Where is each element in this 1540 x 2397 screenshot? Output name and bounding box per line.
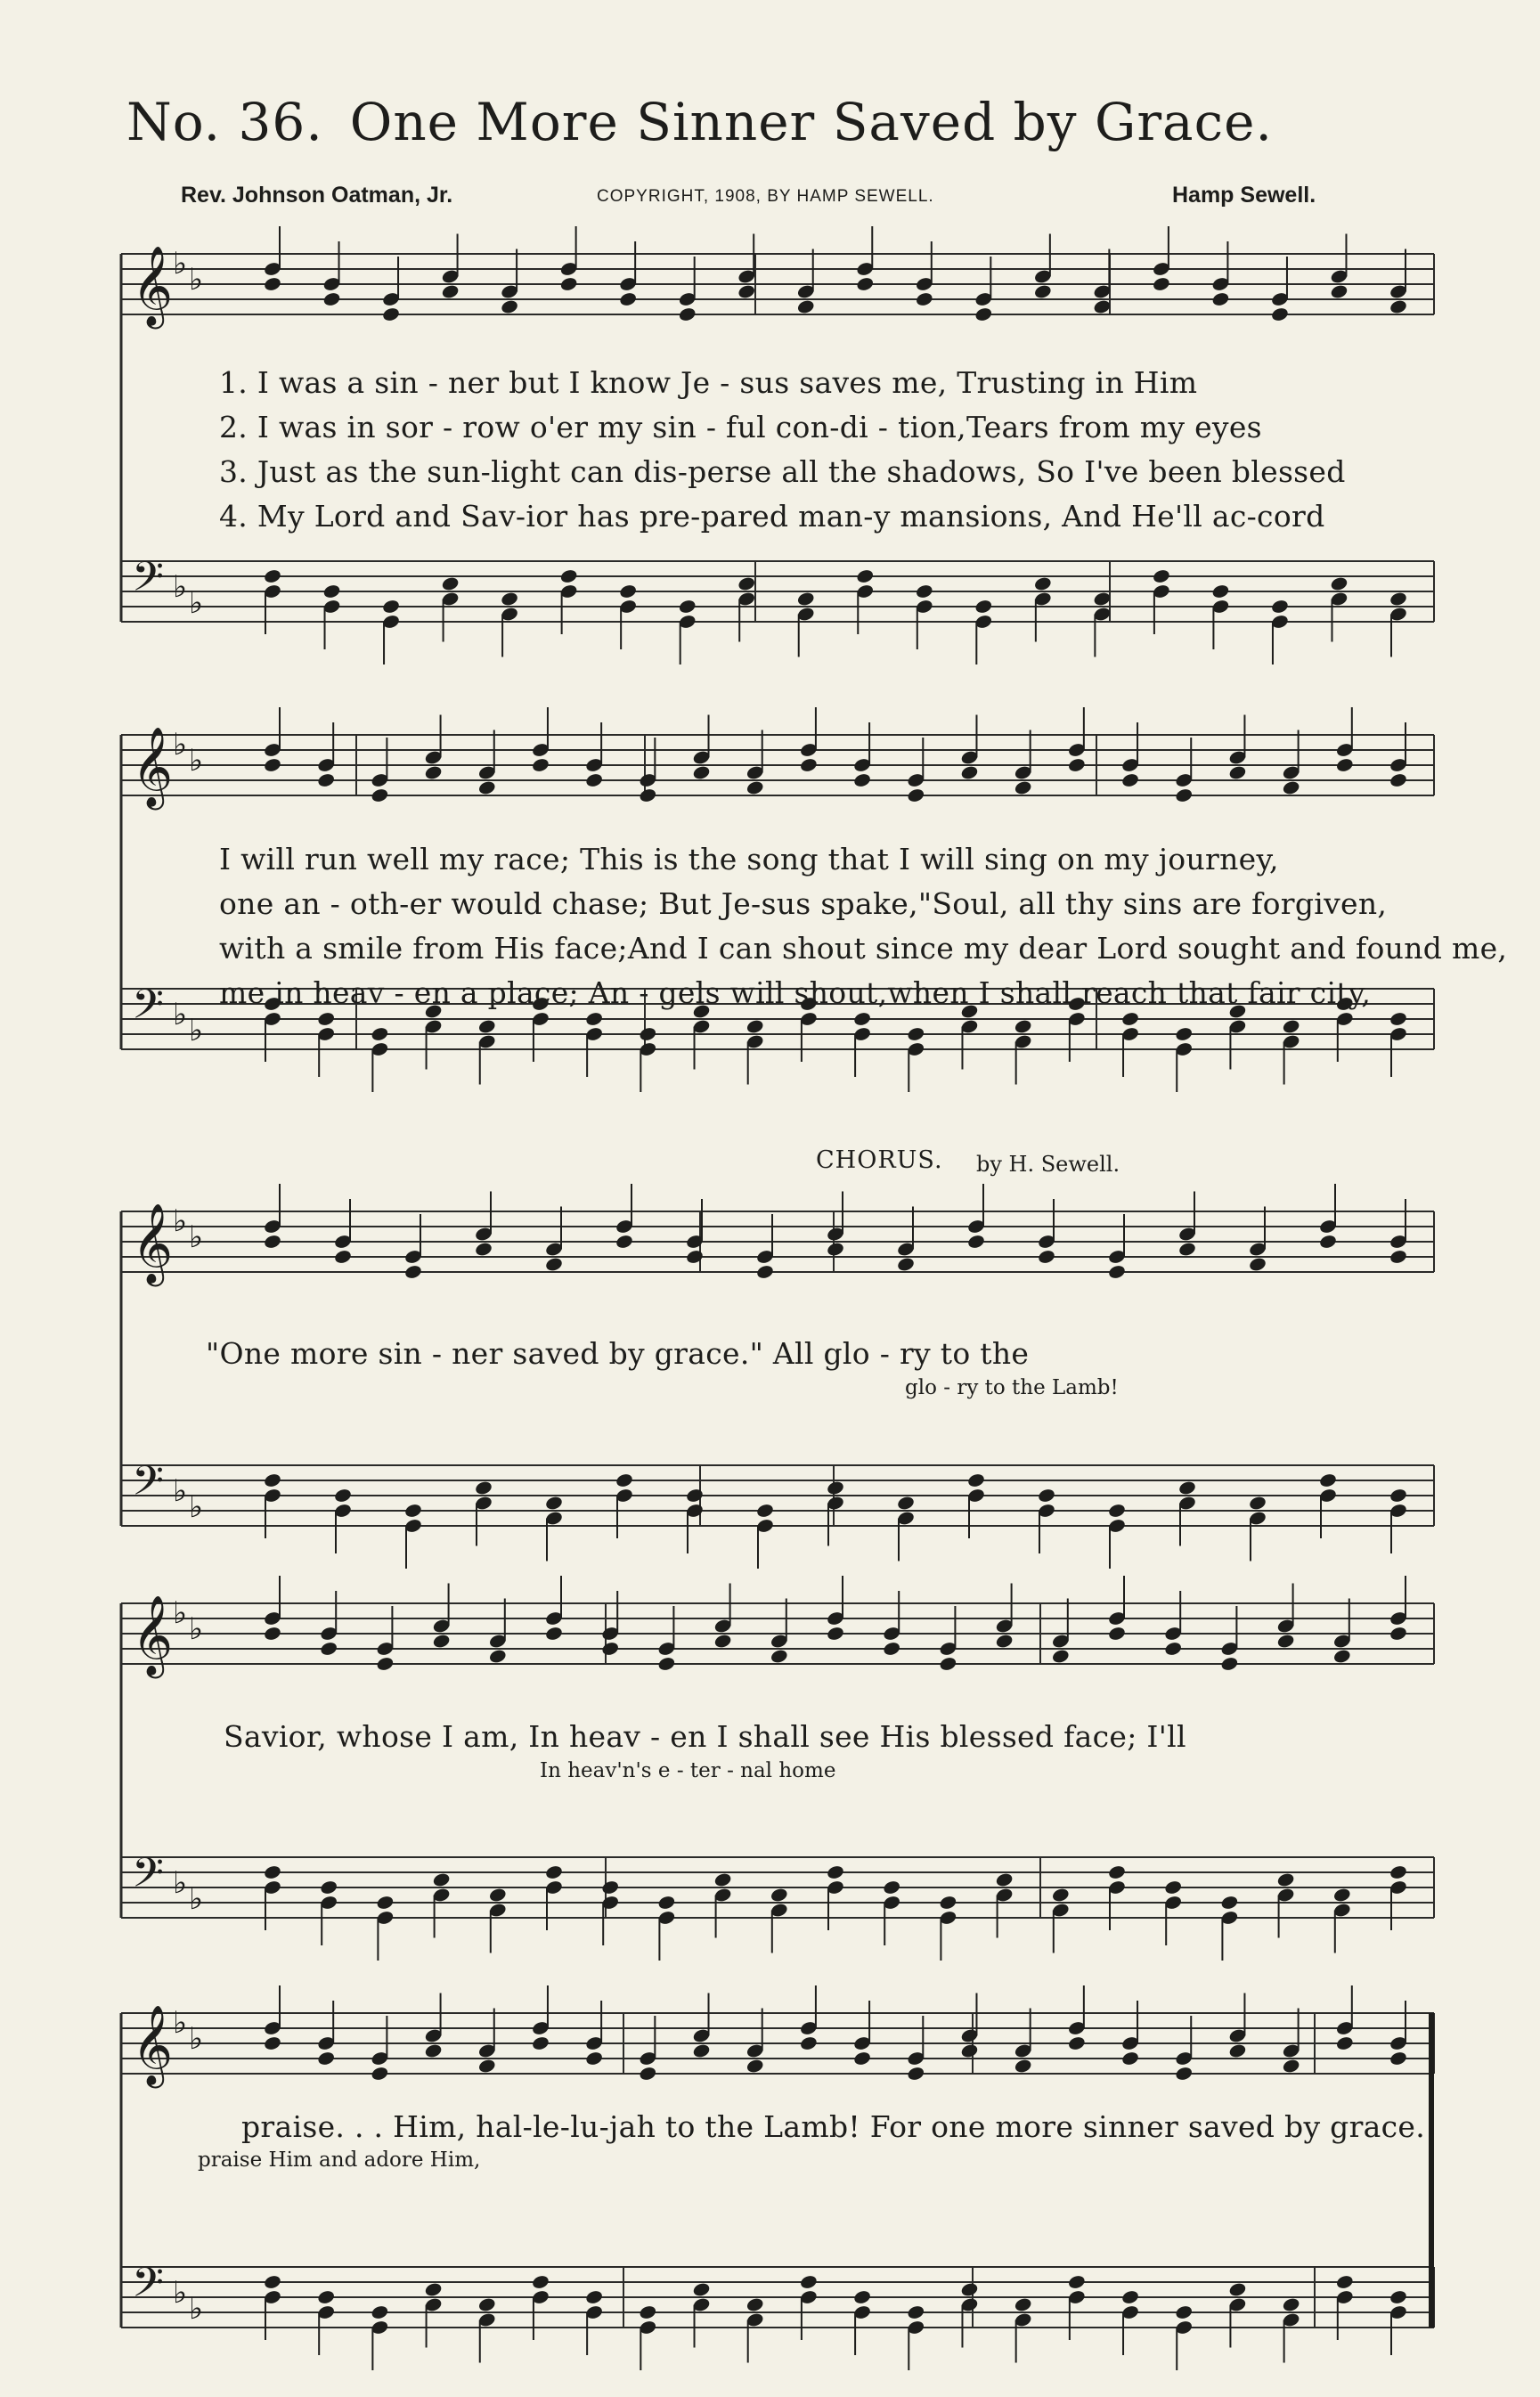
hymn-number: No. 36.	[126, 92, 323, 152]
note-head-icon	[618, 291, 637, 307]
note-head-icon	[770, 1648, 788, 1664]
note-head-icon	[263, 1864, 281, 1880]
note-head-icon	[907, 2304, 925, 2320]
note-head-icon	[544, 1495, 563, 1511]
note-head-icon	[1282, 779, 1300, 795]
treble-clef-icon: 𝄞	[132, 2005, 174, 2085]
final-barline	[1429, 2013, 1434, 2328]
flat-icon: ♭	[189, 1881, 204, 1917]
note-head-icon	[1107, 1264, 1126, 1280]
note-head-icon	[474, 1480, 493, 1496]
note-head-icon	[1389, 1626, 1407, 1642]
bass-staff	[121, 553, 1434, 664]
note-head-icon	[1175, 2304, 1194, 2320]
bass-staff	[121, 2259, 1434, 2370]
note-head-icon	[320, 1641, 338, 1657]
note-head-icon	[477, 779, 496, 795]
note-head-icon	[376, 1656, 395, 1672]
note-head-icon	[960, 2042, 979, 2059]
note-head-icon	[1211, 583, 1230, 599]
note-head-icon	[1051, 1887, 1070, 1903]
note-head-icon	[531, 2274, 550, 2290]
note-head-icon	[1033, 283, 1052, 299]
note-head-icon	[618, 583, 637, 599]
note-head-icon	[974, 306, 993, 322]
note-head-icon	[477, 2058, 496, 2074]
note-head-icon	[1389, 2289, 1407, 2305]
note-head-icon	[1248, 1495, 1267, 1511]
note-head-icon	[1164, 1641, 1183, 1657]
note-head-icon	[371, 2066, 389, 2082]
bass-staff	[121, 1849, 1434, 1961]
note-head-icon	[441, 575, 460, 591]
note-head-icon	[1332, 1887, 1351, 1903]
note-head-icon	[713, 1633, 732, 1649]
note-head-icon	[333, 1249, 352, 1265]
copyright-notice: COPYRIGHT, 1908, BY HAMP SEWELL.	[597, 187, 934, 206]
note-head-icon	[1093, 298, 1112, 314]
note-head-icon	[1175, 787, 1194, 803]
note-head-icon	[746, 1018, 764, 1034]
note-head-icon	[907, 1026, 925, 1042]
note-head-icon	[1067, 757, 1086, 773]
note-head-icon	[737, 575, 756, 591]
note-head-icon	[995, 1633, 1014, 1649]
note-head-icon	[960, 2281, 979, 2297]
flat-icon: ♭	[189, 2291, 204, 2327]
note-head-icon	[966, 1472, 985, 1488]
note-head-icon	[371, 2304, 389, 2320]
note-head-icon	[474, 1241, 493, 1257]
note-head-icon	[559, 568, 578, 584]
note-head-icon	[601, 1641, 620, 1657]
note-head-icon	[746, 2296, 764, 2312]
verse-line-2: 2. I was in sor - row o'er my sin - ful con-di - tion,Tears from my eyes	[219, 410, 1262, 444]
note-head-icon	[477, 2296, 496, 2312]
note-head-icon	[1389, 772, 1407, 788]
chorus-credit: by H. Sewell.	[976, 1152, 1120, 1177]
note-head-icon	[1014, 2058, 1032, 2074]
note-head-icon	[1120, 1011, 1139, 1027]
flat-icon: ♭	[173, 569, 188, 605]
note-head-icon	[678, 306, 697, 322]
note-head-icon	[852, 2050, 871, 2067]
note-head-icon	[317, 2050, 336, 2067]
chorus-label: CHORUS.	[816, 1146, 943, 1174]
note-head-icon	[263, 276, 281, 292]
note-head-icon	[1282, 1018, 1300, 1034]
note-head-icon	[639, 1026, 657, 1042]
note-head-icon	[1120, 2050, 1139, 2067]
music-system-4	[121, 1577, 1434, 1960]
verse-line-1: I will run well my race; This is the song that I will sing on my journey,	[219, 842, 1279, 876]
note-head-icon	[1093, 591, 1112, 607]
flat-icon: ♭	[189, 743, 204, 779]
note-head-icon	[317, 1011, 336, 1027]
note-head-icon	[1152, 276, 1170, 292]
note-head-icon	[317, 772, 336, 788]
note-head-icon	[371, 1026, 389, 1042]
note-head-icon	[657, 1656, 676, 1672]
verse-line-3: 3. Just as the sun-light can dis-perse all the shadows, So I've been blessed	[219, 454, 1346, 489]
note-head-icon	[1107, 1626, 1126, 1642]
note-head-icon	[1330, 575, 1349, 591]
note-head-icon	[1107, 1864, 1126, 1880]
note-head-icon	[320, 1879, 338, 1896]
note-head-icon	[381, 599, 400, 615]
author-credit: Rev. Johnson Oatman, Jr.	[181, 183, 453, 208]
treble-staff	[121, 1184, 1434, 1287]
note-head-icon	[826, 1480, 844, 1496]
note-head-icon	[1335, 2274, 1354, 2290]
note-head-icon	[1389, 1011, 1407, 1027]
note-head-icon	[799, 2035, 818, 2051]
flat-icon: ♭	[189, 1219, 204, 1255]
note-head-icon	[371, 787, 389, 803]
flat-icon: ♭	[189, 1611, 204, 1647]
note-head-icon	[544, 1256, 563, 1272]
note-head-icon	[263, 2274, 281, 2290]
note-head-icon	[1332, 1648, 1351, 1664]
note-head-icon	[907, 2066, 925, 2082]
note-head-icon	[737, 283, 756, 299]
note-head-icon	[584, 2050, 603, 2067]
note-head-icon	[826, 1864, 844, 1880]
music-system-3	[121, 1145, 1434, 1537]
note-head-icon	[1228, 764, 1247, 780]
note-head-icon	[639, 787, 657, 803]
note-head-icon	[1389, 1249, 1407, 1265]
staff-pair-5	[121, 1986, 1434, 2387]
note-head-icon	[966, 1234, 985, 1250]
note-head-icon	[692, 2042, 711, 2059]
note-head-icon	[263, 568, 281, 584]
bass-clef-icon: 𝄢	[132, 2259, 165, 2317]
verse-line-1: 1. I was a sin - ner but I know Je - sus saves me, Trusting in Him	[219, 365, 1198, 400]
music-system-1	[121, 227, 1434, 655]
note-head-icon	[713, 1871, 732, 1887]
treble-staff	[121, 1576, 1434, 1679]
note-head-icon	[939, 1895, 957, 1911]
note-head-icon	[1014, 779, 1032, 795]
note-head-icon	[1164, 1879, 1183, 1896]
note-head-icon	[1177, 1241, 1196, 1257]
note-head-icon	[584, 1011, 603, 1027]
note-head-icon	[477, 1018, 496, 1034]
flat-icon: ♭	[173, 2005, 188, 2041]
chorus-lyric-line: "One more sin - ner saved by grace." All glo - ry to the	[206, 1336, 1030, 1371]
note-head-icon	[960, 764, 979, 780]
note-head-icon	[896, 1495, 915, 1511]
note-head-icon	[1014, 2296, 1032, 2312]
note-head-icon	[974, 599, 993, 615]
hymn-title-text: One More Sinner Saved by Grace.	[349, 92, 1273, 152]
note-head-icon	[939, 1656, 957, 1672]
note-head-icon	[852, 772, 871, 788]
note-head-icon	[1014, 1018, 1032, 1034]
note-head-icon	[1120, 2289, 1139, 2305]
note-head-icon	[856, 276, 875, 292]
note-head-icon	[883, 1879, 901, 1896]
note-head-icon	[692, 764, 711, 780]
note-head-icon	[1335, 2035, 1354, 2051]
note-head-icon	[883, 1641, 901, 1657]
treble-staff	[121, 1985, 1434, 2089]
note-head-icon	[995, 1871, 1014, 1887]
chorus-lyric-line: praise. . . Him, hal-le-lu-jah to the Lamb! For one more sinner saved by grace.	[241, 2109, 1426, 2144]
note-head-icon	[441, 283, 460, 299]
note-head-icon	[678, 599, 697, 615]
note-head-icon	[746, 2058, 764, 2074]
note-head-icon	[531, 2035, 550, 2051]
note-head-icon	[317, 2289, 336, 2305]
flat-icon: ♭	[173, 1473, 188, 1509]
verse-line-4: me in heav - en a place; An - gels will shout,when I shall reach that fair city,	[219, 975, 1372, 1010]
flat-icon: ♭	[173, 246, 188, 281]
bass-staff	[121, 1457, 1434, 1569]
note-head-icon	[826, 1241, 844, 1257]
echo-lyric-line: praise Him and adore Him,	[198, 2148, 481, 2172]
note-head-icon	[1228, 2281, 1247, 2297]
music-system-5	[121, 1986, 1434, 2387]
note-head-icon	[601, 1879, 620, 1896]
treble-clef-icon: 𝄞	[132, 1203, 174, 1284]
flat-icon: ♭	[189, 585, 204, 621]
note-head-icon	[755, 1264, 774, 1280]
note-head-icon	[1276, 1633, 1295, 1649]
note-head-icon	[796, 298, 815, 314]
note-head-icon	[1220, 1656, 1239, 1672]
note-head-icon	[1152, 568, 1170, 584]
note-head-icon	[907, 787, 925, 803]
note-head-icon	[692, 2281, 711, 2297]
bass-clef-icon: 𝄢	[132, 1457, 165, 1515]
note-head-icon	[500, 591, 518, 607]
note-head-icon	[263, 1234, 281, 1250]
note-head-icon	[584, 2289, 603, 2305]
verse-line-2: one an - oth-er would chase; But Je-sus spake,"Soul, all thy sins are forgiven,	[219, 886, 1388, 921]
echo-lyric-line: In heav'n's e - ter - nal home	[540, 1759, 836, 1782]
note-head-icon	[685, 1249, 704, 1265]
bass-clef-icon: 𝄢	[132, 553, 165, 611]
note-head-icon	[1177, 1480, 1196, 1496]
note-head-icon	[639, 2304, 657, 2320]
composer-credit: Hamp Sewell.	[1172, 183, 1316, 208]
note-head-icon	[1318, 1234, 1337, 1250]
note-head-icon	[531, 757, 550, 773]
note-head-icon	[1175, 1026, 1194, 1042]
note-head-icon	[796, 591, 815, 607]
note-head-icon	[1335, 757, 1354, 773]
note-head-icon	[1211, 291, 1230, 307]
note-head-icon	[1389, 1864, 1407, 1880]
flat-icon: ♭	[189, 2021, 204, 2057]
note-head-icon	[856, 568, 875, 584]
note-head-icon	[1120, 772, 1139, 788]
note-head-icon	[500, 298, 518, 314]
treble-staff	[121, 707, 1434, 811]
note-head-icon	[1067, 2274, 1086, 2290]
note-head-icon	[432, 1871, 451, 1887]
note-head-icon	[615, 1472, 633, 1488]
note-head-icon	[432, 1633, 451, 1649]
note-head-icon	[424, 764, 443, 780]
note-head-icon	[1276, 1871, 1295, 1887]
note-head-icon	[424, 2281, 443, 2297]
note-head-icon	[1389, 298, 1407, 314]
note-head-icon	[263, 2035, 281, 2051]
flat-icon: ♭	[173, 1865, 188, 1901]
note-head-icon	[1228, 2042, 1247, 2059]
note-head-icon	[381, 306, 400, 322]
note-head-icon	[1037, 1488, 1055, 1504]
treble-clef-icon: 𝄞	[132, 1595, 174, 1675]
flat-icon: ♭	[189, 1013, 204, 1048]
note-head-icon	[1248, 1256, 1267, 1272]
note-head-icon	[915, 291, 933, 307]
bass-clef-icon: 𝄢	[132, 1849, 165, 1907]
echo-lyric-line: glo - ry to the Lamb!	[905, 1376, 1119, 1399]
flat-icon: ♭	[173, 2275, 188, 2311]
flat-icon: ♭	[173, 1595, 188, 1631]
note-head-icon	[1389, 591, 1407, 607]
note-head-icon	[657, 1895, 676, 1911]
flat-icon: ♭	[189, 1489, 204, 1525]
note-head-icon	[584, 772, 603, 788]
note-head-icon	[322, 291, 341, 307]
note-head-icon	[424, 2042, 443, 2059]
note-head-icon	[1107, 1503, 1126, 1519]
flat-icon: ♭	[173, 727, 188, 762]
note-head-icon	[1270, 306, 1289, 322]
note-head-icon	[488, 1648, 507, 1664]
note-head-icon	[488, 1887, 507, 1903]
note-head-icon	[746, 779, 764, 795]
treble-staff	[121, 226, 1434, 330]
note-head-icon	[544, 1864, 563, 1880]
note-head-icon	[799, 757, 818, 773]
note-head-icon	[1389, 2050, 1407, 2067]
note-head-icon	[1220, 1895, 1239, 1911]
note-head-icon	[1175, 2066, 1194, 2082]
flat-icon: ♭	[173, 1203, 188, 1239]
note-head-icon	[1067, 2035, 1086, 2051]
chorus-lyric-line: Savior, whose I am, In heav - en I shall see His blessed face; I'll	[224, 1719, 1186, 1754]
note-head-icon	[1389, 1488, 1407, 1504]
note-head-icon	[1270, 599, 1289, 615]
note-head-icon	[755, 1503, 774, 1519]
bass-clef-icon: 𝄢	[132, 981, 165, 1039]
flat-icon: ♭	[189, 262, 204, 298]
treble-clef-icon: 𝄞	[132, 246, 174, 326]
note-head-icon	[322, 583, 341, 599]
note-head-icon	[1330, 283, 1349, 299]
note-head-icon	[403, 1503, 422, 1519]
note-head-icon	[826, 1626, 844, 1642]
note-head-icon	[376, 1895, 395, 1911]
verse-line-3: with a smile from His face;And I can shout since my dear Lord sought and found me,	[219, 931, 1508, 966]
note-head-icon	[263, 1472, 281, 1488]
note-head-icon	[1282, 2058, 1300, 2074]
note-head-icon	[1318, 1472, 1337, 1488]
music-system-2	[121, 708, 1508, 1118]
note-head-icon	[403, 1264, 422, 1280]
note-head-icon	[333, 1488, 352, 1504]
note-head-icon	[1282, 2296, 1300, 2312]
note-head-icon	[1033, 575, 1052, 591]
note-head-icon	[544, 1626, 563, 1642]
treble-clef-icon: 𝄞	[132, 727, 174, 807]
note-head-icon	[852, 2289, 871, 2305]
note-head-icon	[799, 2274, 818, 2290]
flat-icon: ♭	[173, 997, 188, 1032]
note-head-icon	[896, 1256, 915, 1272]
note-head-icon	[1037, 1249, 1055, 1265]
note-head-icon	[770, 1887, 788, 1903]
note-head-icon	[639, 2066, 657, 2082]
note-head-icon	[685, 1488, 704, 1504]
note-head-icon	[915, 583, 933, 599]
note-head-icon	[559, 276, 578, 292]
verse-line-4: 4. My Lord and Sav-ior has pre-pared man-y mansions, And He'll ac-cord	[219, 499, 1325, 534]
note-head-icon	[615, 1234, 633, 1250]
hymn-title	[126, 92, 1273, 152]
note-head-icon	[1051, 1648, 1070, 1664]
note-head-icon	[852, 1011, 871, 1027]
note-head-icon	[263, 1626, 281, 1642]
note-head-icon	[263, 757, 281, 773]
